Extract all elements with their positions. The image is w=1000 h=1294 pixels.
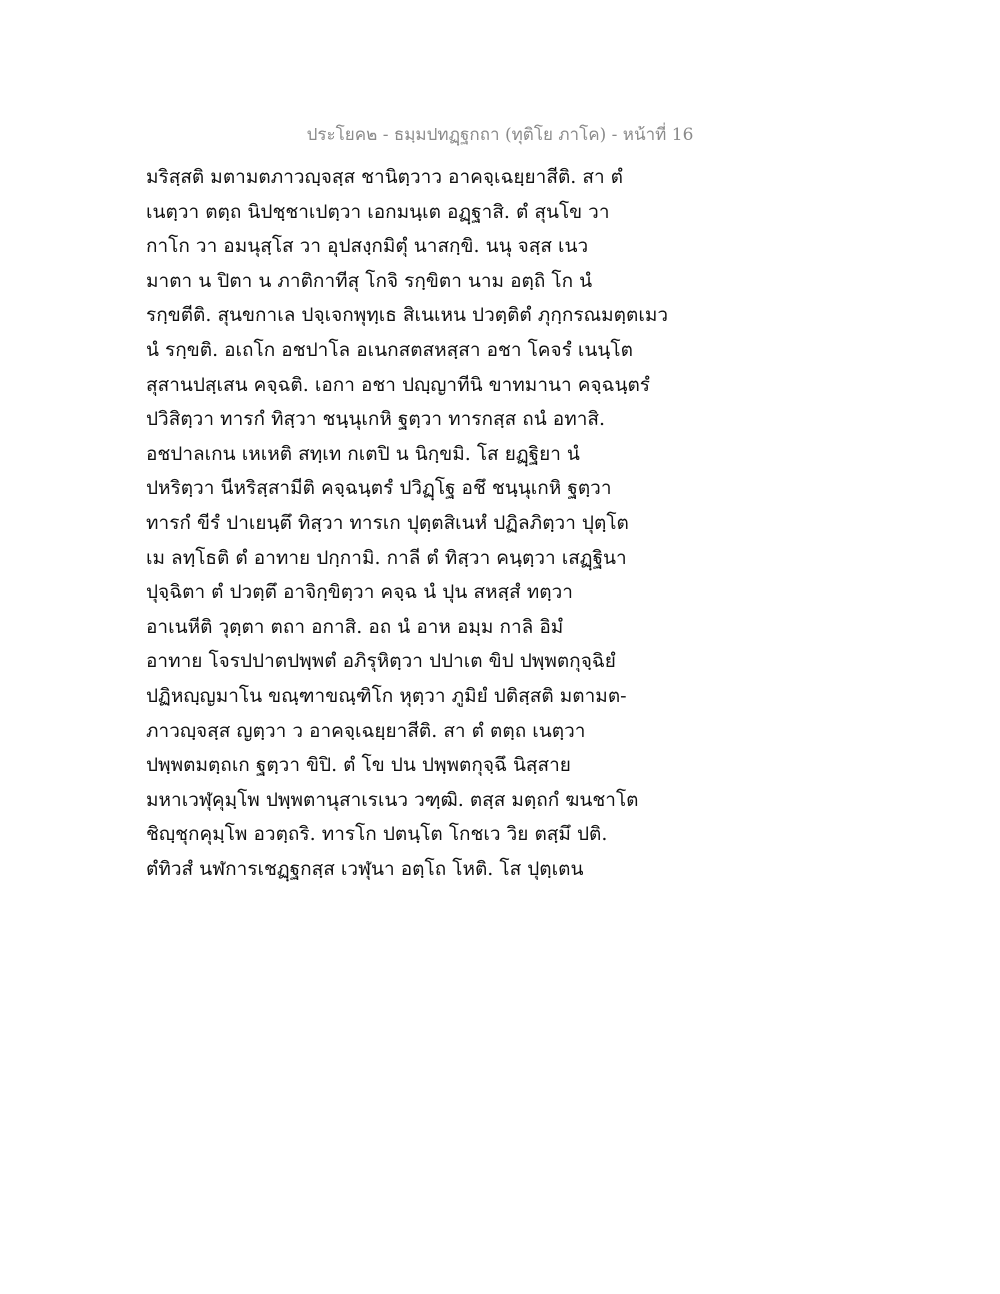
text-line: ปฏิหญฺญมาโน ขณฺฑาขณฺฑิโก หุตฺวา ภูมิยํ ปติสฺสติ มตามต- [146,684,627,707]
text-line: มหาเวฬุคุมฺโพ ปพฺพตานุสาเรเนว วฑฺฒิ. ตสฺส มตฺถกํ ฆนชาโต [146,788,639,811]
text-line: ทารกํ ขีรํ ปาเยนฺตึ ทิสฺวา ทารเก ปุตฺตสิเนหํ ปฏิลภิตฺวา ปุตฺโต [146,511,629,534]
text-line: ปุจฺฉิตา ตํ ปวตฺตึ อาจิกฺขิตฺวา คจฺฉ นํ ปุน สหสฺสํ ทตฺวา [146,581,573,604]
text-line: ตํทิวสํ นฬการเชฏฺฐกสฺส เวฬุนา อตฺโถ โหติ. โส ปุตฺเตน [146,857,584,880]
text-line: อาเนหีติ วุตฺตา ตถา อกาสิ. อถ นํ อาห อมฺม กาลิ อิมํ [146,615,564,638]
text-line: ปวิสิตฺวา ทารกํ ทิสฺวา ชนฺนุเกหิ ฐตฺวา ทารกสฺส ถนํ อทาสิ. [146,408,606,431]
text-line: อชปาลเกน เหเหติ สทฺเท กเตปิ น นิกฺขมิ. โส ยฏฺฐิยา นํ [146,442,580,465]
text-line: ปหริตฺวา นีหริสฺสามีติ คจฺฉนฺตรํ ปวิฏฺโฐ อชึ ชนฺนุเกหิ ฐตฺวา [146,477,612,500]
text-line: ปพฺพตมตฺถเก ฐตฺวา ขิปิ. ตํ โข ปน ปพฺพตกุจฺฉึ นิสฺสาย [146,754,571,777]
text-line: ภาวญฺจสฺส ญตฺวา ว อาคจฺเฉยฺยาสีติ. สา ตํ ตตฺถ เนตฺวา [146,719,586,742]
text-line: รกฺขตีติ. สุนขกาเล ปจฺเจกพุทฺเธ สิเนเหน ปวตฺติตํ ภุกฺกรณมตฺตเมว [146,304,669,327]
running-header: ประโยค๒ - ธมฺมปทฏฺฐกถา (ทุติโย ภาโค) - หน้าที่ 16 [306,125,694,145]
text-line: อาทาย โจรปปาตปพฺพตํ อภิรุหิตฺวา ปปาเต ขิป ปพฺพตกุจฺฉิยํ [146,650,616,673]
text-line: นํ รกฺขติ. อเถโก อชปาโล อเนกสตสหสฺสา อชา โคจรํ เนนฺโต [146,338,633,361]
text-line: มริสฺสติ มตามตภาวญฺจสฺส ชานิตฺวาว อาคจฺเฉยฺยาสีติ. สา ตํ [146,166,624,188]
text-line: มาตา น ปิตา น ภาติกาทีสุ โกจิ รกฺขิตา นาม อตฺถิ โก นํ [146,269,593,292]
text-line: สุสานปสฺเสน คจฺฉติ. เอกา อชา ปญฺญาทีนิ ขาทมานา คจฺฉนฺตรํ [146,373,651,396]
text-line: กาโก วา อมนุสฺโส วา อุปสงฺกมิตุํ นาสกฺขิ. นนุ จสฺส เนว [146,235,589,258]
text-line: เนตฺวา ตตฺถ นิปชฺชาเปตฺวา เอกมนฺเต อฏฺฐาสิ. ตํ สุนโข วา [146,200,610,223]
text-line: เม ลทฺโธติ ตํ อาทาย ปกฺกามิ. กาลี ตํ ทิสฺวา คนฺตฺวา เสฏฺฐินา [146,546,627,569]
text-line: ชิญฺชุกคุมฺโพ อวตฺถริ. ทารโก ปตนฺโต โกชเว วิย ตสฺมึ ปติ. [146,823,608,846]
body-paragraph [146,160,706,886]
